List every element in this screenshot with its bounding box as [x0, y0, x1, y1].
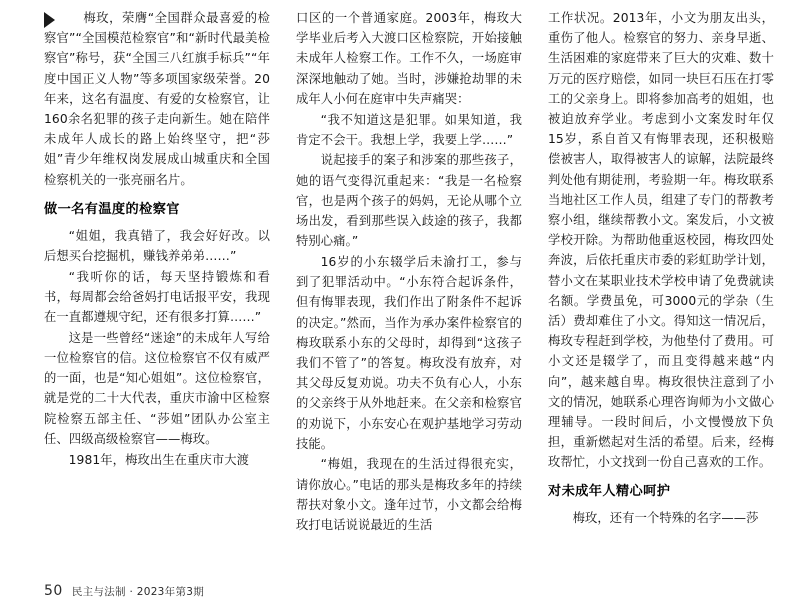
paragraph: 16岁的小东辍学后未渝打工，参与到了犯罪活动中。“小东符合起诉条件，但有悔罪表现，我们作出了附条件不起诉的决定。”然而，当作为承办案件检察官的梅玫联系小东的父母时，却得到“这孩子我们不管了”的答复。梅玫没有放弃，对其父母反复劝说。功夫不负有心人，小东的父亲终于从外地赶来。在父亲和检察官的劝说下，小东安心在观护基地学习劳动技能。	[296, 254, 522, 451]
paragraph: “梅姐，我现在的生活过得很充实，请你放心。”电话的那头是梅玫多年的持续帮扶对象小文。逢年过节，小文都会给梅玫打电话说说最近的生活	[296, 457, 522, 533]
paragraph: 梅玫，还有一个特殊的名字——莎	[572, 510, 759, 525]
publication-info: 民主与法制 · 2023年第3期	[71, 586, 205, 598]
paragraph: 1981年，梅玫出生在重庆市大渡	[68, 452, 250, 467]
paragraph: “我听你的话，每天坚持锻炼和看书，每周都会给爸妈打电话报平安，我现在一直都遵规守纪，还有很多打算……”	[44, 269, 270, 325]
section-heading: 对未成年人精心呵护	[548, 483, 671, 499]
paragraph: 口区的一个普通家庭。2003年，梅玫大学毕业后考入大渡口区检察院，开始接触未成年人检察工作。工作不久，一场庭审深深地触动了她。当时，涉嫌抢劫罪的未成年人小何在庭审中失声痛哭：	[296, 11, 522, 106]
paragraph: 这是一些曾经“迷途”的未成年人写给一位检察官的信。这位检察官不仅有威严的一面，也是“知心姐姐”。这位检察官，就是党的二十大代表，重庆市渝中区检察院检察五部主任、“莎姐”团队办公室主任、四级高级检察官——梅玫。	[44, 330, 270, 446]
paragraph: “姐姐，我真错了，我会好好改。以后想买台挖掘机，赚钱养弟弟……”	[44, 228, 270, 264]
page-number: 50	[44, 583, 63, 599]
paragraph: “我不知道这是犯罪。如果知道，我肯定不会干。我想上学，我要上学……”	[296, 112, 522, 147]
text-column-1	[44, 8, 270, 571]
text-column-3	[548, 8, 774, 571]
page-footer	[44, 583, 204, 599]
paragraph: 说起接手的案子和涉案的那些孩子，她的语气变得沉重起来：“我是一名检察官，也是两个孩子的妈妈，无论从哪个立场出发，看到那些误入歧途的孩子，我都特别心痛。”	[296, 153, 522, 249]
page-columns	[44, 8, 782, 571]
section-heading: 做一名有温度的检察官	[44, 201, 180, 217]
paragraph: 工作状况。2013年，小文为朋友出头，重伤了他人。检察官的努力、亲身早逝、生活困难的家庭带来了巨大的灾难、数十万元的医疗赔偿，如同一块巨石压在打零工的父亲身上。即将参加高考的姐姐，也被迫放弃学业。考虑到小文案发时年仅15岁，系自首又有悔罪表现，还积极赔偿被害人，取得被害人的谅解，法院最终判处他有期徒刑，考验期一年。梅玫联系当地社区工作人员，组建了专门的帮教考察小组，继续帮教小文。案发后，小文被学校开除。为帮助他重返校园，梅玫四处奔波，后依托重庆市委的彩虹助学计划，替小文在某职业技术学校申请了免费就读名额。学费虽免，可3000元的学杂（生活）费却难住了小文。得知这一情况后，梅玫专程赶到学校，为他垫付了费用。可小文还是辍学了，而且变得越来越“内向”，越来越自卑。梅玫很快注意到了小文的情况，她联系心理咨询师为小文做心理辅导。一段时间后，小文慢慢放下负担，重新燃起对生活的希望。后来，经梅玫帮忙，小文找到一份自己喜欢的工作。	[548, 11, 774, 470]
section-marker-triangle-icon	[44, 12, 55, 28]
paragraph: 梅玫，荣膺“全国群众最喜爱的检察官”“全国模范检察官”和“新时代最美检察官”称号，获“全国三八红旗手标兵”“年度中国正义人物”等多项国家级荣誉。20年来，这名有温度、有爱的女检察官，让160余名犯罪的孩子走向新生。她在陪伴未成年人成长的路上始终坚守，把“莎姐”青少年维权岗发展成山城重庆和全国检察机关的一张亮丽名片。	[44, 11, 270, 187]
text-column-2	[296, 8, 522, 571]
